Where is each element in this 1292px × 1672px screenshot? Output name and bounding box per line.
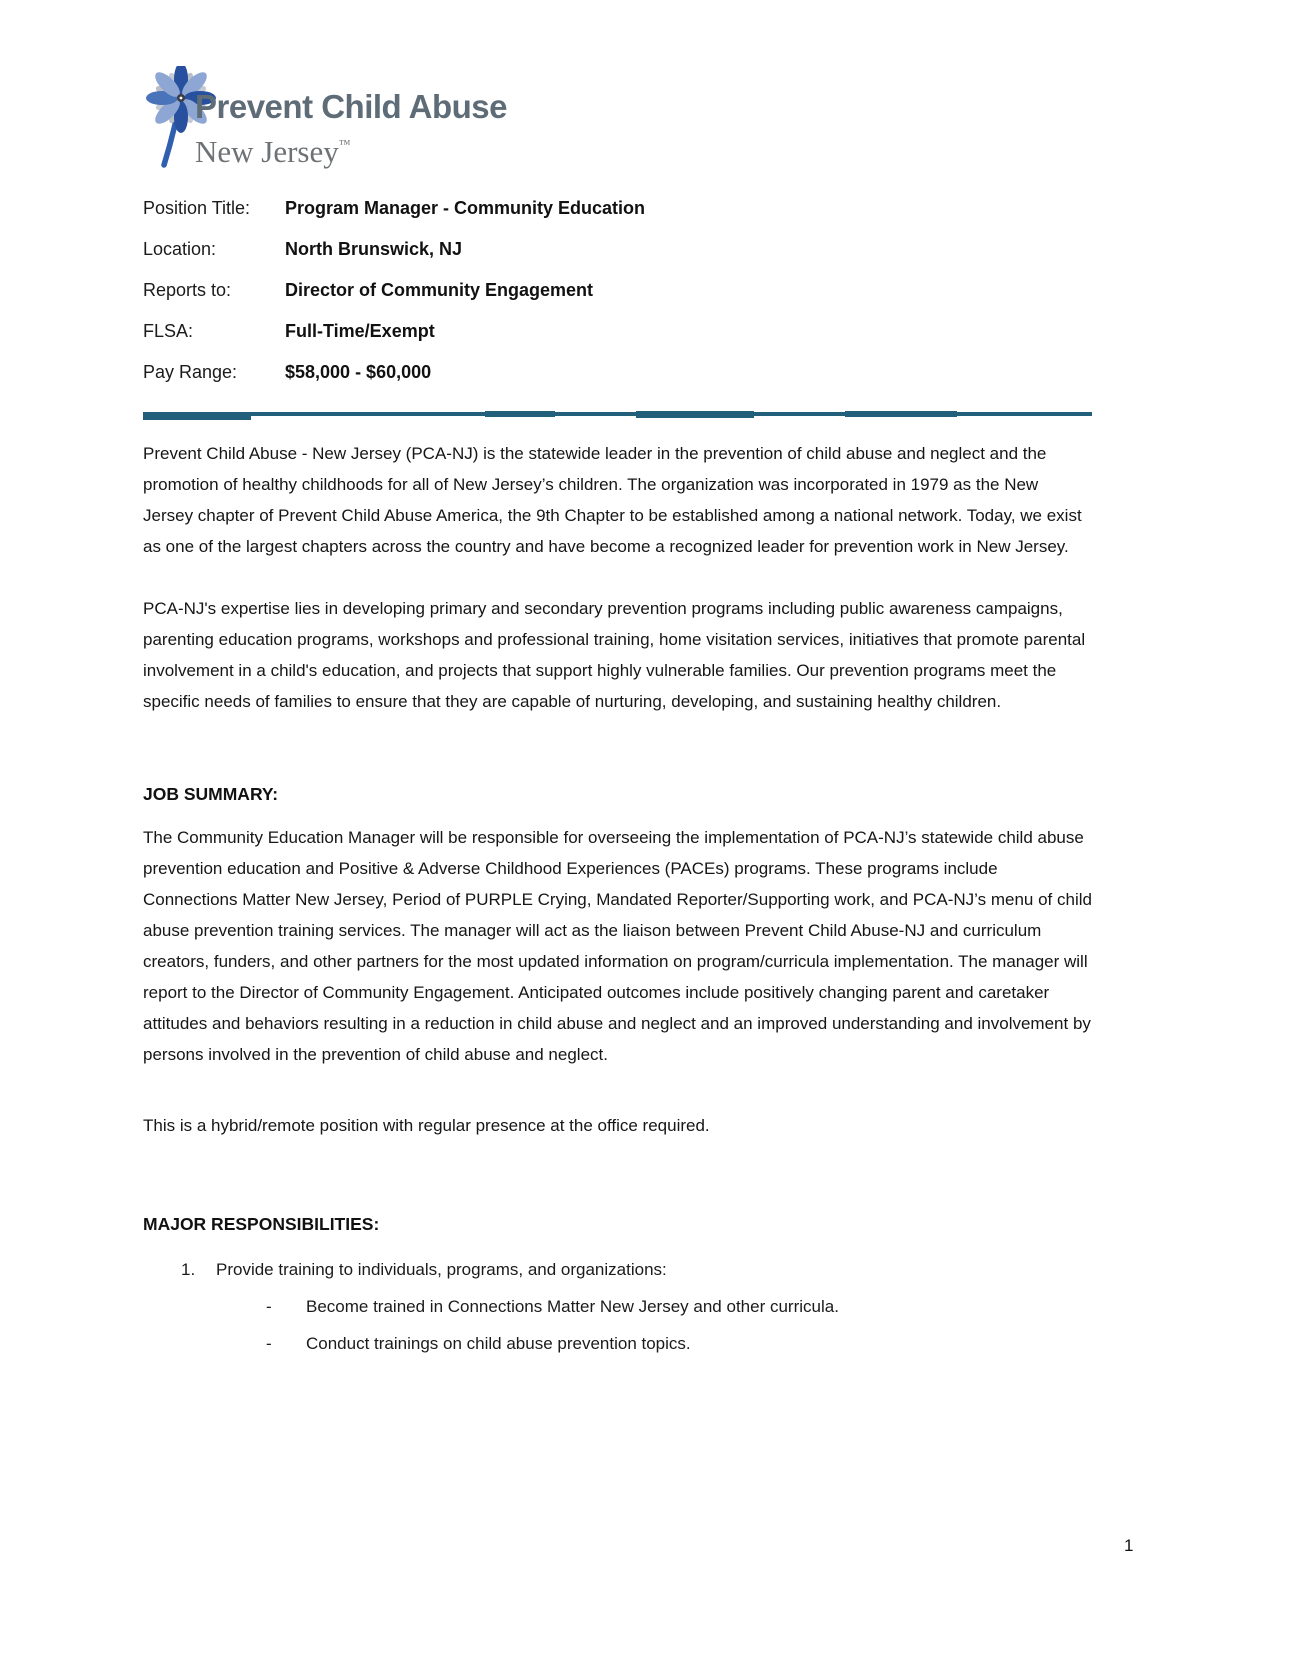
list-item-text: Provide training to individuals, programs, and organizations:: [216, 1260, 667, 1279]
detail-label: Location:: [143, 239, 217, 259]
org-logo-text: [195, 66, 507, 170]
detail-label: FLSA:: [143, 321, 194, 341]
detail-row-location: [143, 239, 1092, 259]
detail-row-pay-range: [143, 362, 1092, 382]
detail-value: Full-Time/Exempt: [285, 321, 435, 341]
page-number: 1: [1124, 1536, 1134, 1555]
divider-segment: [143, 415, 251, 420]
detail-value: North Brunswick, NJ: [285, 239, 463, 259]
hybrid-note: This is a hybrid/remote position with regular presence at the office required.: [143, 1116, 710, 1135]
intro-paragraph-1: Prevent Child Abuse - New Jersey (PCA-NJ) is the statewide leader in the prevention of child abuse and neglect and the promotion of healthy childhoods for all of New Jersey’s children. The organization was incorporated in 1979 as the New Jersey chapter of Prevent Child Abuse America, the 9th Chapter to be established among a national network. Today, we exist as one of the largest chapters across the country and have become a recognized leader for prevention work in New Jersey.: [143, 444, 1082, 556]
list-item: [143, 1254, 1092, 1285]
detail-label: Pay Range:: [143, 362, 238, 382]
job-summary-body: The Community Education Manager will be responsible for overseeing the implementation of PCA-NJ’s statewide child abuse prevention education and Positive & Adverse Childhood Experiences (PACEs) programs. These programs include Connections Matter New Jersey, Period of PURPLE Crying, Mandated Reporter/Supporting work, and PCA-NJ’s menu of child abuse prevention training services. The manager will act as the liaison between Prevent Child Abuse-NJ and curriculum creators, funders, and other partners for the most updated information on program/curricula implementation. The manager will report to the Director of Community Engagement. Anticipated outcomes include positively changing parent and caretaker attitudes and behaviors resulting in a reduction in child abuse and neglect and an improved understanding and involvement by persons involved in the prevention of child abuse and neglect.: [143, 828, 1092, 1064]
org-region-text: New Jersey: [195, 134, 339, 169]
list-sub-item: [143, 1291, 1092, 1322]
trademark-symbol: ™: [338, 137, 351, 151]
org-name: Prevent Child Abuse: [195, 88, 508, 125]
detail-row-position-title: [143, 198, 1092, 218]
detail-value: Program Manager - Community Education: [285, 198, 646, 218]
list-sub-item-marker: -: [266, 1334, 272, 1353]
org-logo: [139, 66, 1092, 170]
section-divider: [143, 410, 1092, 422]
list-sub-item: [143, 1328, 1092, 1359]
responsibilities-list: [143, 1254, 1092, 1359]
detail-row-flsa: [143, 321, 1092, 341]
job-summary-heading: JOB SUMMARY:: [143, 784, 279, 804]
divider-segment: [485, 411, 555, 417]
intro-paragraph-2: PCA-NJ's expertise lies in developing primary and secondary prevention programs including public awareness campaigns, parenting education programs, workshops and professional training, home visitation services, initiatives that promote parental involvement in a child's education, and projects that support highly vulnerable families. Our prevention programs meet the specific needs of families to ensure that they are capable of nurturing, developing, and sustaining healthy children.: [143, 599, 1086, 711]
list-sub-item-text: Conduct trainings on child abuse prevention topics.: [306, 1334, 691, 1353]
detail-value: $58,000 - $60,000: [285, 362, 432, 382]
org-region: [195, 126, 507, 170]
list-sub-item-text: Become trained in Connections Matter New Jersey and other curricula.: [306, 1297, 839, 1316]
detail-value: Director of Community Engagement: [285, 280, 594, 300]
responsibilities-heading: MAJOR RESPONSIBILITIES:: [143, 1214, 380, 1234]
divider-segment: [845, 411, 957, 417]
list-item-number: 1.: [181, 1260, 196, 1279]
divider-segment: [636, 411, 754, 418]
position-details: [143, 198, 1092, 382]
list-sub-item-marker: -: [266, 1297, 272, 1316]
detail-row-reports-to: [143, 280, 1092, 300]
detail-label: Position Title:: [143, 198, 251, 218]
detail-label: Reports to:: [143, 280, 232, 300]
